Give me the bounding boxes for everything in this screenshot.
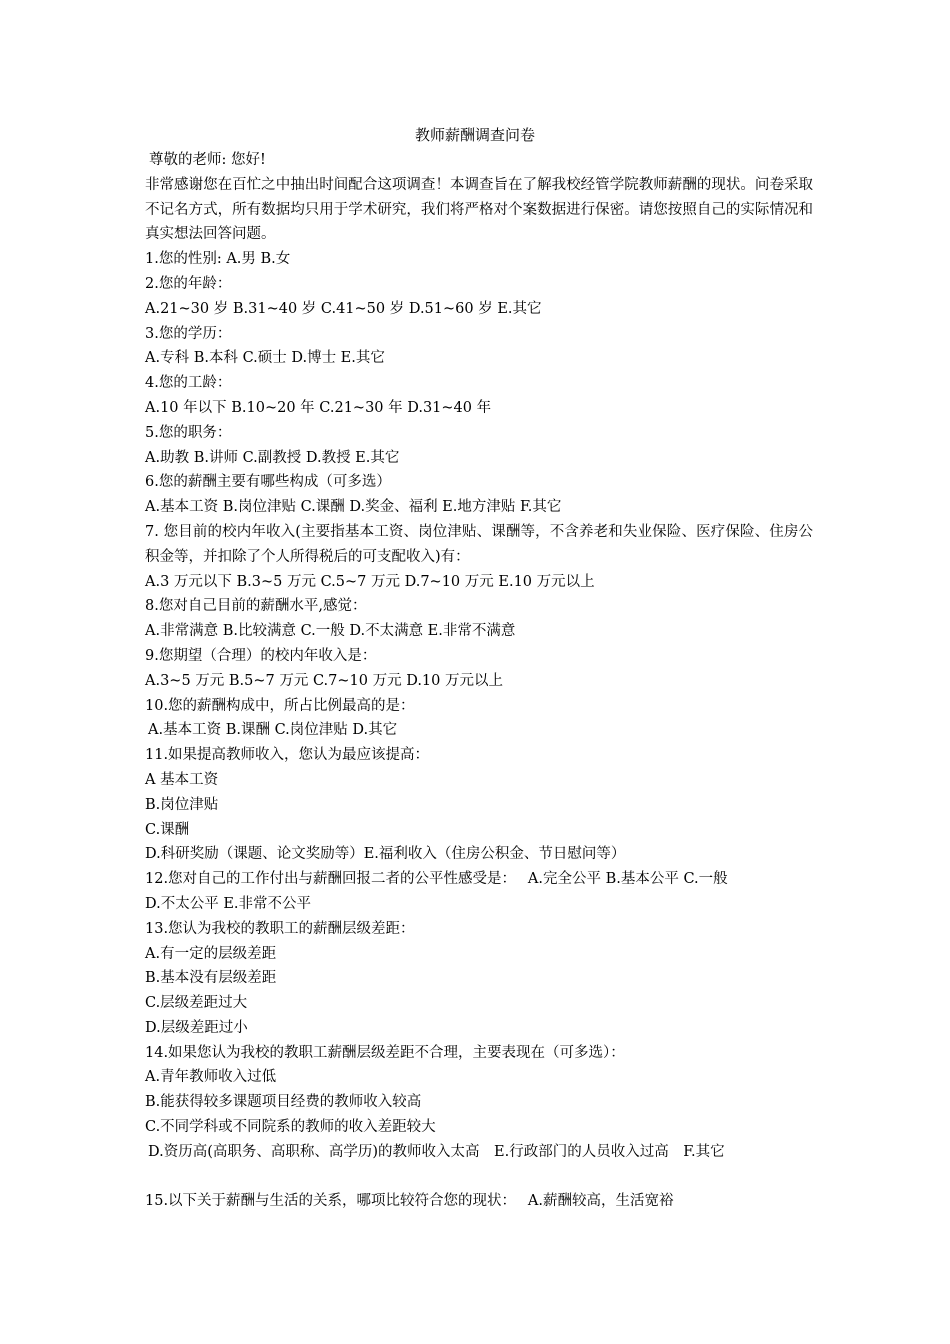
text-line: A.青年教师收入过低 [145,1069,277,1086]
question-7: 7. 您目前的校内年收入(主要指基本工资、岗位津贴、课酬等，不含养老和失业保险、医疗保险、住房公积金等，并扣除了个人所得税后的可支配收入)有： [145,523,813,565]
text-line: A.有一定的层级差距 [145,945,277,962]
text-line: D.不太公平 E.非常不公平 [145,895,312,912]
text-line: A.10 年以下 B.10~20 年 C.21~30 年 D.31~40 年 [145,399,492,416]
text-line: 6.您的薪酬主要有哪些构成（可多选） [145,474,391,491]
text-line: 9.您期望（合理）的校内年收入是： [145,647,377,664]
text-line: A.21~30 岁 B.31~40 岁 C.41~50 岁 D.51~60 岁 E.其它 [145,300,542,317]
greeting: 尊敬的老师: 您好! [149,152,266,168]
text-line: A.助教 B.讲师 C.副教授 D.教授 E.其它 [145,449,400,466]
text-line: C.课酬 [145,821,190,838]
text-line: 3.您的学历： [145,325,232,342]
page-title: 教师薪酬调查问卷 [414,126,535,144]
text-line: 12.您对自己的工作付出与薪酬回报二者的公平性感受是： A.完全公平 B.基本公平 C.一般 [145,871,728,888]
text-line: 10.您的薪酬构成中，所占比例最高的是： [145,697,415,714]
text-line: B.岗位津贴 [145,796,219,813]
text-line: D.层级差距过小 [145,1019,248,1036]
text-line: C.层级差距过大 [145,995,248,1012]
text-line: A 基本工资 [145,771,219,788]
text-line: A.3~5 万元 B.5~7 万元 C.7~10 万元 D.10 万元以上 [145,672,503,689]
text-line: C.不同学科或不同院系的教师的收入差距较大 [145,1119,436,1136]
document-body [145,148,813,1214]
question-15: 15.以下关于薪酬与生活的关系，哪项比较符合您的现状： A.薪酬较高，生活宽裕 [145,1193,674,1210]
question-14-option-d: D.资历高(高职务、高职称、高学历)的教师收入太高 E.行政部门的人员收入过高 F.其它 [148,1143,725,1160]
text-line: 11.如果提高教师收入，您认为最应该提高： [145,747,430,764]
blank-line [145,1165,813,1190]
text-line: 5.您的职务： [145,424,232,441]
text-line: 1.您的性别: A.男 B.女 [145,251,291,268]
text-line: A.专科 B.本科 C.硕士 D.博士 E.其它 [145,350,385,367]
text-line: 8.您对自己目前的薪酬水平,感觉： [145,598,367,615]
text-line: 13.您认为我校的教职工的薪酬层级差距： [145,920,415,937]
text-line: 4.您的工龄： [145,375,232,392]
text-line: B.基本没有层级差距 [145,970,277,987]
text-line: A.3 万元以下 B.3~5 万元 C.5~7 万元 D.7~10 万元 E.10 万元以上 [145,573,595,590]
text-line: 2.您的年龄： [145,275,232,292]
text-line: 14.如果您认为我校的教职工薪酬层级差距不合理，主要表现在（可多选）： [145,1044,625,1061]
text-line: D.科研奖励（课题、论文奖励等）E.福利收入（住房公积金、节日慰问等） [145,846,626,863]
intro-paragraph: 非常感谢您在百忙之中抽出时间配合这项调查！本调查旨在了解我校经管学院教师薪酬的现状。问卷采取不记名方式，所有数据均只用于学术研究，我们将严格对个案数据进行保密。请您按照自己的实际情况和真实想法回答问题。 [145,176,813,243]
text-line: A.基本工资 B.岗位津贴 C.课酬 D.奖金、福利 E.地方津贴 F.其它 [145,499,562,516]
question-10-options: A.基本工资 B.课酬 C.岗位津贴 D.其它 [148,722,398,739]
text-line: B.能获得较多课题项目经费的教师收入较高 [145,1094,422,1111]
text-line: A.非常满意 B.比较满意 C.一般 D.不太满意 E.非常不满意 [145,623,516,640]
